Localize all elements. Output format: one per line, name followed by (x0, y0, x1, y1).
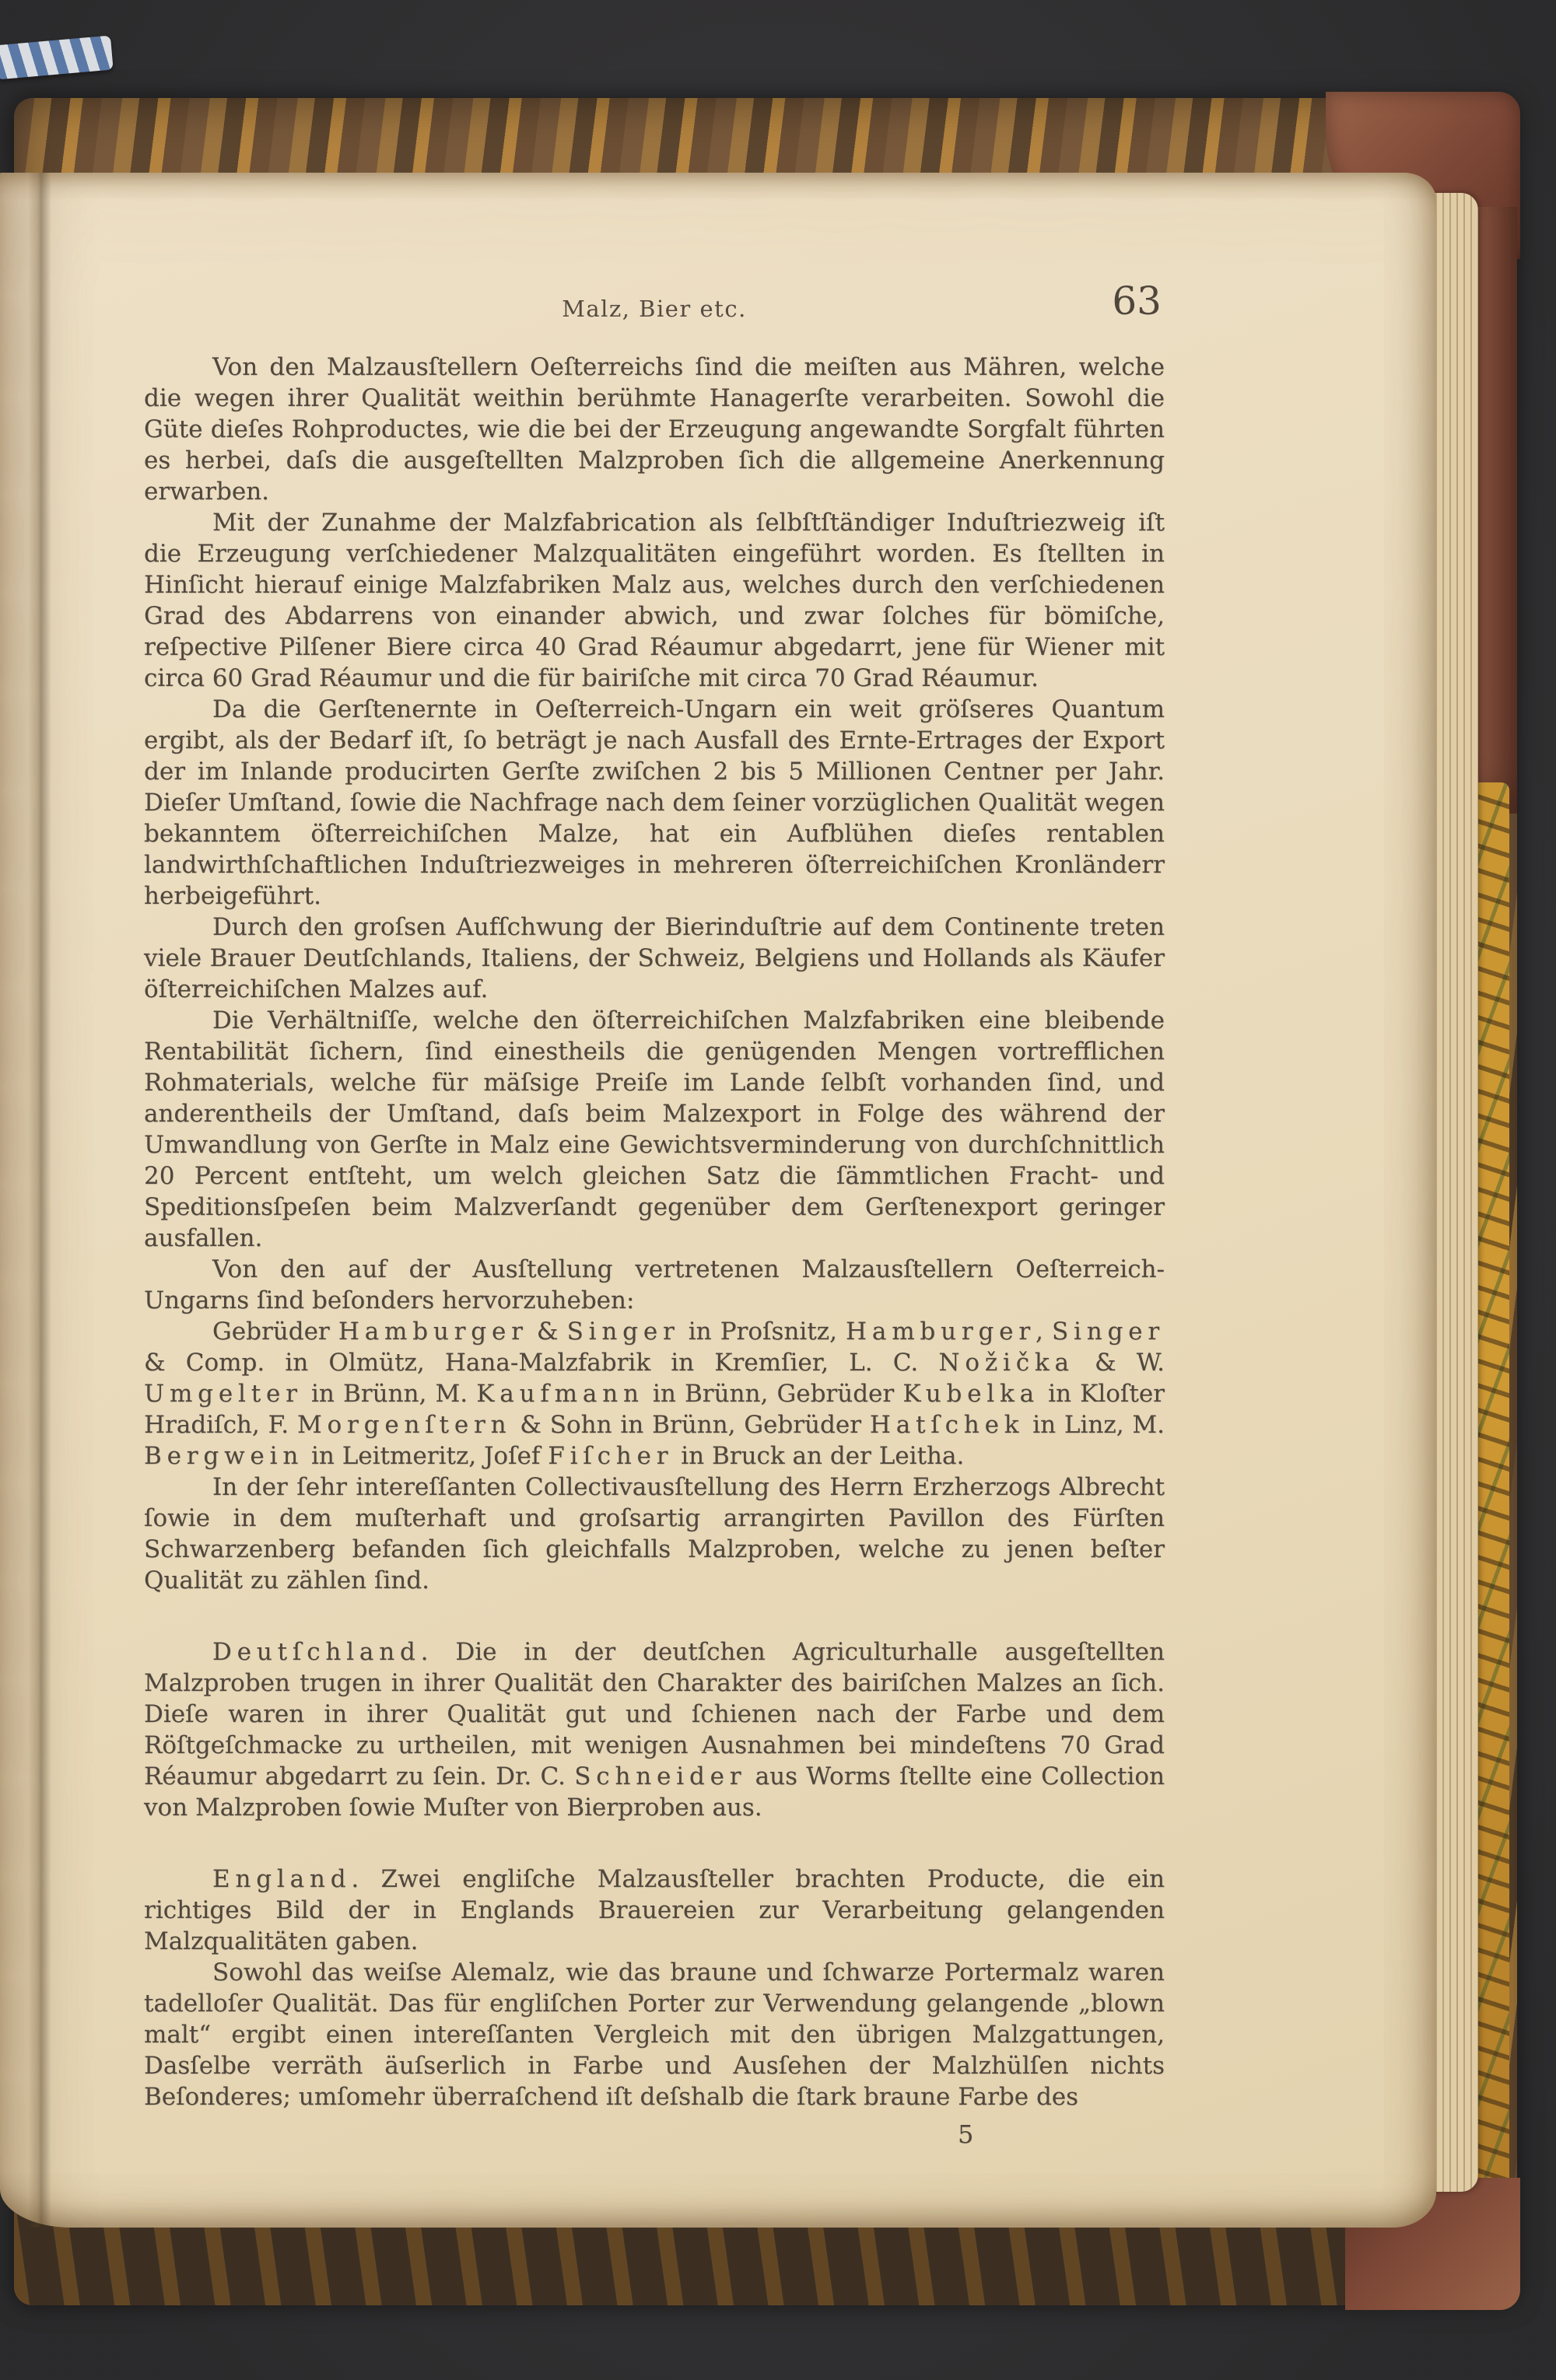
spaced-name: Umgelter (144, 1380, 303, 1408)
page-header (144, 278, 1165, 342)
text-segment: Gebrüder (212, 1318, 338, 1346)
text-segment: . Zwei engliſche Malzausſteller brachten Producte, die ein richtiges Bild der in Englands Brauereien zur Verarbeitung gelangenden Malzqualitäten gaben. (144, 1865, 1165, 1955)
spaced-name: Schneider (574, 1762, 747, 1790)
page-number: 63 (1112, 278, 1162, 324)
text-segment: Mit der Zunahme der Malzfabrication als ſelbſtſtändiger Induſtriezweig iſt die Erzeugung verſchiedener Malzqualitäten eingeführt worden. Es ſtellten in Hinſicht hierauf einige Malzfabriken Malz aus, welches durch den verſchiedenen Grad des Abdarrens von einander abwich, und zwar ſolches für bömiſche, reſpective Pilſener Biere circa 40 Grad Réaumur abgedarrt, jene für Wiener mit circa 60 Grad Réaumur und die für bairiſche mit circa 70 Grad Réaumur. (144, 509, 1165, 692)
text-segment: & Sohn in Brünn, Gebrüder (511, 1411, 870, 1439)
paragraph (144, 1957, 1165, 2112)
text-segment: & W. (1074, 1349, 1165, 1377)
paragraph (144, 1472, 1165, 1596)
paragraph (144, 1636, 1165, 1823)
paragraph (144, 352, 1165, 507)
spaced-name: Hatſchek (869, 1411, 1025, 1439)
text-segment: Von den Malzausſtellern Oeſterreichs ſind die meiſten aus Mähren, welche die wegen ihrer Qualität weithin berühmte Hanagerſte verarbeiten. Sowohl die Güte dieſes Rohproductes, wie die bei der Erzeugung angewandte Sorgfalt führten es herbei, daſs die ausgeſtellten Malzproben ſich die allgemeine Anerkennung erwarben. (144, 353, 1165, 506)
running-title: Malz, Bier etc. (562, 296, 747, 322)
paragraph (144, 507, 1165, 694)
text-segment: & (527, 1318, 567, 1346)
text-segment: in Brünn, M. (302, 1380, 477, 1408)
text-segment: in Leitmeritz, Joſef (303, 1442, 548, 1470)
text-segment: Da die Gerſtenernte in Oeſterreich-Ungarn ein weit gröſseres Quantum ergibt, als der Bedarf iſt, ſo beträgt je nach Ausfall des Ernte-Ertrages der Export der im Inlande producirten Gerſte zwiſchen 2 bis 5 Millionen Centner per Jahr. Dieſer Umſtand, ſowie die Nachfrage nach dem ſeiner vorzüglichen Qualität wegen bekanntem öſterreichiſchen Malze, hat ein Aufblühen dieſes rentablen landwirthſchaftlichen Induſtriezweiges in mehreren öſterreichiſchen Kronländerr herbeigeführt. (144, 695, 1165, 910)
text-segment: aus Worms ſtellte eine Collection von Malzproben ſowie Muſter von Bierproben aus. (144, 1762, 1165, 1822)
spaced-name: Deutſchland (212, 1638, 421, 1666)
spaced-name: England (212, 1865, 352, 1893)
text-block (144, 352, 1165, 2150)
text-segment: . Die in der deutſchen Agriculturhalle ausgeſtellten Malzproben trugen in ihrer Qualität den Charakter des bairiſchen Malzes an ſich. Dieſe waren in ihrer Qualität gut und ſchienen nach der Farbe und dem Röſtgeſchmacke zu urtheilen, mit wenigen Ausnahmen bei mindeſtens 70 Grad Réaumur abgedarrt zu ſein. Dr. C. (144, 1638, 1165, 1790)
spaced-name: Morgenſtern (296, 1411, 512, 1439)
spaced-name: Kaufmann (476, 1380, 644, 1408)
paragraph (144, 1005, 1165, 1254)
text-segment: Von den auf der Ausſtellung vertretenen Malzausſtellern Oeſterreich-Ungarns ſind beſonders hervorzuheben: (144, 1255, 1165, 1314)
signature-mark: 5 (958, 2119, 974, 2149)
text-segment: in Kloſter Hradiſch, F. (144, 1380, 1165, 1439)
text-segment: in Bruck an der Leitha. (673, 1442, 965, 1470)
text-segment: in Linz, M. (1024, 1411, 1165, 1439)
text-segment: In der ſehr intereſſanten Collectivausſtellung des Herrn Erzherzogs Albrecht ſowie in dem muſterhaft und groſsartig arrangirten Pavillon des Fürſten Schwarzenberg befanden ſich gleichfalls Malzproben, welche zu jenen beſter Qualität zu zählen ſind. (144, 1473, 1165, 1594)
spaced-name: Bergwein (144, 1442, 304, 1470)
paragraphs (144, 352, 1165, 2112)
spaced-name: Singer (566, 1318, 680, 1346)
paragraph (144, 912, 1165, 1005)
paragraph (144, 1316, 1165, 1472)
text-segment: Die Verhältniſſe, welche den öſterreichiſchen Malzfabriken eine bleibende Rentabilität ſichern, ſind einestheils die genügenden Mengen vortrefflichen Rohmaterials, welche für mäſsige Preiſe im Lande ſelbſt vorhanden ſind, und anderentheils der Umſtand, daſs beim Malzexport in Folge des während der Umwandlung von Gerſte in Malz eine Gewichtsverminderung von durchſchnittlich 20 Percent entſteht, um welch gleichen Satz die ſämmtlichen Fracht- und Speditionsſpeſen beim Malzverſandt gegenüber dem Gerſtenexport geringer ausfallen. (144, 1006, 1165, 1252)
text-segment: & Comp. in Olmütz, Hana-Malzfabrik in Kremſier, L. C. (144, 1349, 939, 1377)
text-segment: in Brünn, Gebrüder (643, 1380, 903, 1408)
spaced-name: Hamburger (338, 1318, 528, 1346)
spaced-name: Fiſcher (548, 1442, 674, 1470)
paragraph (144, 1254, 1165, 1316)
spaced-name: Hamburger (846, 1318, 1036, 1346)
text-segment: , (1035, 1318, 1052, 1346)
spaced-name: Singer (1051, 1318, 1165, 1346)
text-segment: Sowohl das weiſse Alemalz, wie das braune und ſchwarze Portermalz waren tadelloſer Qualität. Das für engliſchen Porter zur Verwendung gelangende „blown malt“ ergibt einen intereſſanten Vergleich mit den übrigen Malzgattungen, Dasſelbe verräth äuſserlich in Farbe und Ausſehen der Malzhülſen nichts Beſonderes; umſomehr überraſchend iſt deſshalb die ſtark braune Farbe des (144, 1958, 1165, 2111)
gutter-crease (28, 173, 51, 2228)
spaced-name: Kubelka (902, 1380, 1039, 1408)
paragraph (144, 1864, 1165, 1957)
page-fore-edge (1430, 193, 1478, 2192)
text-segment: in Proſsnitz, (679, 1318, 846, 1346)
paragraph (144, 694, 1165, 912)
text-segment: Durch den groſsen Aufſchwung der Bierinduſtrie auf dem Continente treten viele Brauer Deutſchlands, Italiens, der Schweiz, Belgiens und Hollands als Käufer öſterreichiſchen Malzes auf. (144, 913, 1165, 1003)
spaced-name: Nožička (938, 1349, 1074, 1377)
